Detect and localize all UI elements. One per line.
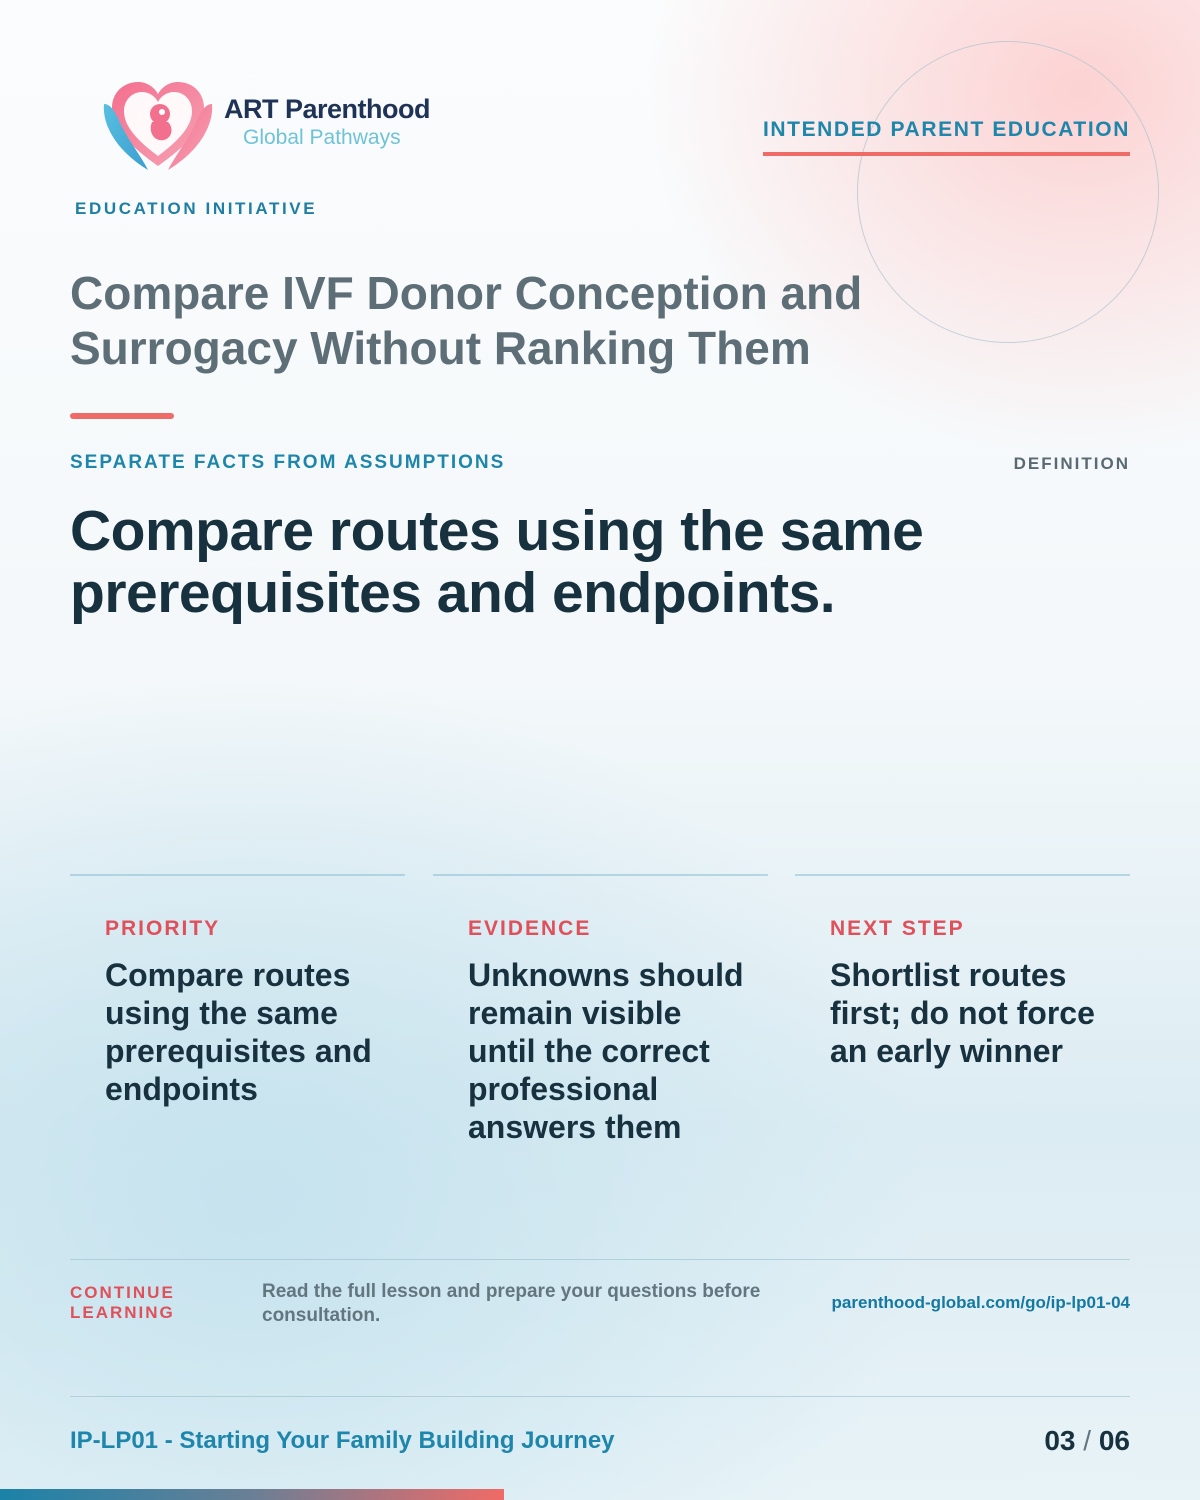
accent-divider <box>70 413 174 419</box>
definition-label: DEFINITION <box>1013 454 1130 473</box>
course-title: IP-LP01 - Starting Your Family Building Journey <box>70 1427 615 1454</box>
card-evidence <box>433 874 768 1194</box>
card-text: Unknowns should remain visible until the correct professional answers them <box>468 957 744 1145</box>
continue-label: CONTINUE LEARNING <box>70 1283 175 1322</box>
divider <box>70 1396 1130 1397</box>
divider <box>70 1259 1130 1260</box>
card-next-step <box>795 874 1130 1194</box>
page-title: Compare IVF Donor Conception and Surrogacy Without Ranking Them <box>70 267 863 374</box>
decorative-circle <box>857 41 1159 343</box>
page-total: 06 <box>1098 1425 1130 1456</box>
card-label: EVIDENCE <box>468 917 592 940</box>
headline: Compare routes using the same prerequisites and endpoints. <box>70 499 924 625</box>
lesson-link[interactable]: parenthood-global.com/go/ip-lp01-04 <box>831 1293 1130 1312</box>
page-current: 03 <box>1044 1425 1076 1456</box>
heart-hands-embryo-icon <box>100 74 216 174</box>
section-eyebrow: SEPARATE FACTS FROM ASSUMPTIONS <box>70 452 506 473</box>
card-label: PRIORITY <box>105 917 221 940</box>
continue-text: Read the full lesson and prepare your questions before consultation. <box>262 1281 761 1326</box>
brand-name: ART Parenthood <box>224 94 430 124</box>
header-tag: INTENDED PARENT EDUCATION <box>763 118 1130 156</box>
brand-subtitle: Global Pathways <box>243 126 401 149</box>
info-cards <box>70 874 1130 1204</box>
card-text: Compare routes using the same prerequisites and endpoints <box>105 957 372 1107</box>
card-priority <box>70 874 405 1194</box>
page-separator: / <box>1083 1425 1092 1456</box>
page-number <box>1044 1425 1130 1457</box>
bottom-accent-bar <box>0 1489 504 1500</box>
card-label: NEXT STEP <box>830 917 965 940</box>
initiative-label: EDUCATION INITIATIVE <box>75 199 318 218</box>
card-text: Shortlist routes first; do not force an early winner <box>830 957 1095 1069</box>
